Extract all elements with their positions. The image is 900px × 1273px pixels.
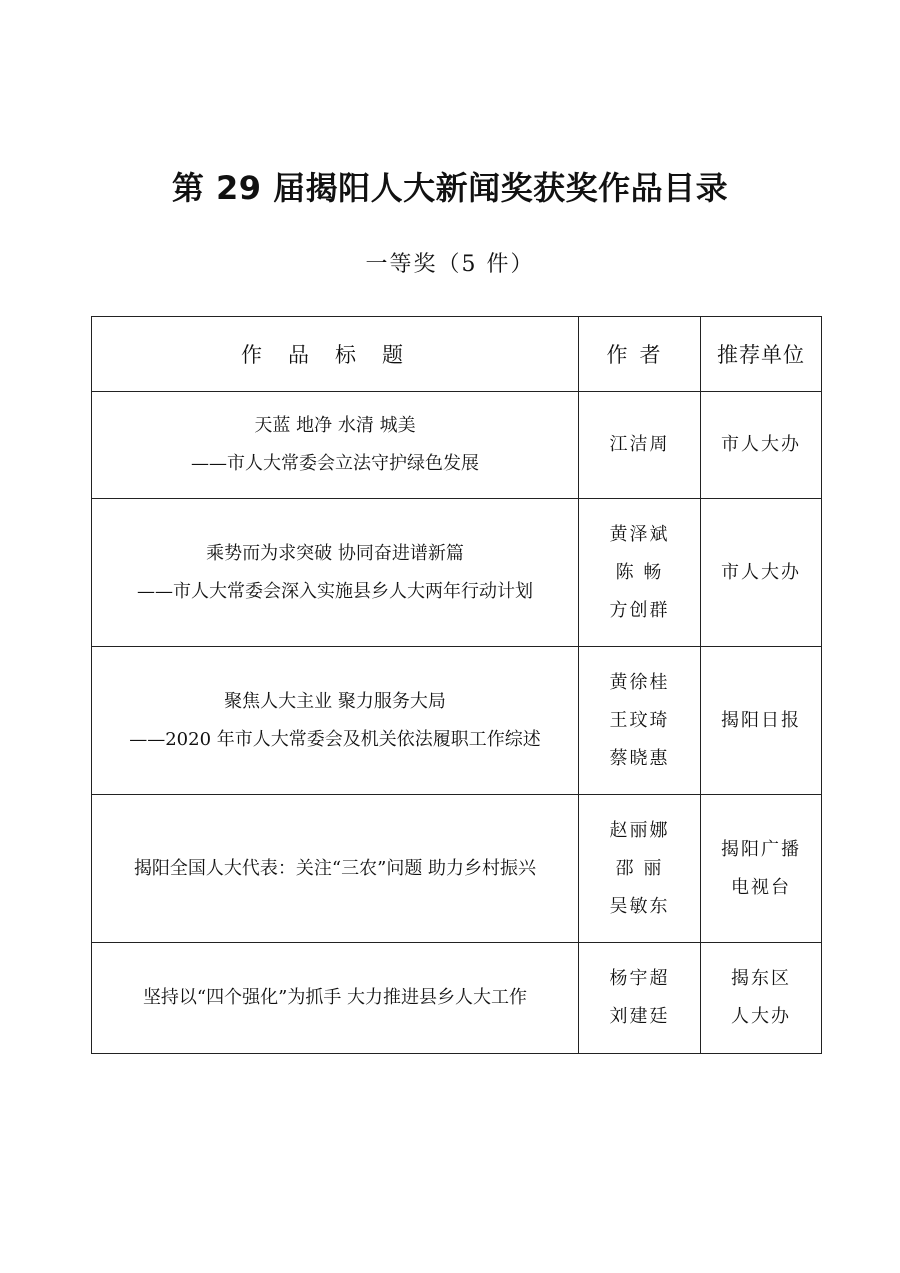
- unit-name: 揭阳广播: [721, 838, 801, 860]
- unit-cell: [701, 943, 822, 1054]
- author-name: 吴敏东: [609, 895, 670, 917]
- work-title-line: 坚持以“四个强化”为抓手 大力推进县乡人大工作: [142, 987, 528, 1008]
- award-level-subtitle: 一等奖（5 件）: [365, 252, 535, 277]
- author-name: 邵 丽: [615, 857, 664, 879]
- unit-name: 市人大办: [721, 561, 801, 583]
- author-cell: [579, 943, 701, 1054]
- header-work-title: 作品标题: [92, 317, 579, 392]
- table-row: [92, 647, 822, 795]
- author-name: 杨宇超: [609, 968, 670, 989]
- work-title-line: 天蓝 地净 水清 城美: [254, 415, 416, 436]
- work-title-cell: [92, 499, 579, 647]
- work-title-cell: [92, 647, 579, 795]
- unit-cell: [701, 795, 822, 943]
- table-row: [92, 795, 822, 943]
- work-title-line: ——2020 年市人大常委会及机关依法履职工作综述: [129, 728, 541, 750]
- author-name: 赵丽娜: [609, 819, 670, 841]
- author-cell: [579, 499, 701, 647]
- author-name: 刘建廷: [609, 1006, 670, 1027]
- unit-name: 人大办: [731, 1006, 791, 1027]
- table-header-row: [92, 317, 822, 392]
- work-title-line: ——市人大常委会立法守护绿色发展: [191, 453, 479, 474]
- work-title-line: 揭阳全国人大代表：关注“三农”问题 助力乡村振兴: [133, 857, 537, 879]
- author-name: 黄徐桂: [609, 671, 670, 693]
- work-title-line: 乘势而为求突破 协同奋进谱新篇: [206, 542, 464, 564]
- author-cell: [579, 647, 701, 795]
- header-author: 作者: [579, 317, 701, 392]
- work-title-cell: [92, 392, 579, 499]
- table-row: [92, 943, 822, 1054]
- table-row: [92, 392, 822, 499]
- work-title-line: ——市人大常委会深入实施县乡人大两年行动计划: [137, 580, 533, 602]
- author-cell: [579, 392, 701, 499]
- unit-name: 电视台: [731, 876, 791, 898]
- author-name: 江洁周: [609, 434, 670, 455]
- work-title-cell: [92, 943, 579, 1054]
- unit-name: 揭阳日报: [721, 709, 801, 731]
- author-name: 王玟琦: [609, 709, 670, 731]
- unit-cell: [701, 392, 822, 499]
- unit-name: 揭东区: [731, 968, 791, 989]
- author-cell: [579, 795, 701, 943]
- award-works-table: [91, 316, 822, 1054]
- author-name: 方创群: [609, 599, 670, 621]
- header-recommending-unit: 推荐单位: [701, 317, 822, 392]
- unit-name: 市人大办: [721, 434, 801, 455]
- author-name: 黄泽斌: [609, 523, 670, 545]
- document-title: 第 29 届揭阳人大新闻奖获奖作品目录: [171, 169, 729, 207]
- unit-cell: [701, 499, 822, 647]
- work-title-cell: [92, 795, 579, 943]
- unit-cell: [701, 647, 822, 795]
- author-name: 蔡晓惠: [609, 747, 670, 769]
- author-name: 陈 畅: [615, 561, 664, 583]
- work-title-line: 聚焦人大主业 聚力服务大局: [224, 690, 446, 712]
- table-row: [92, 499, 822, 647]
